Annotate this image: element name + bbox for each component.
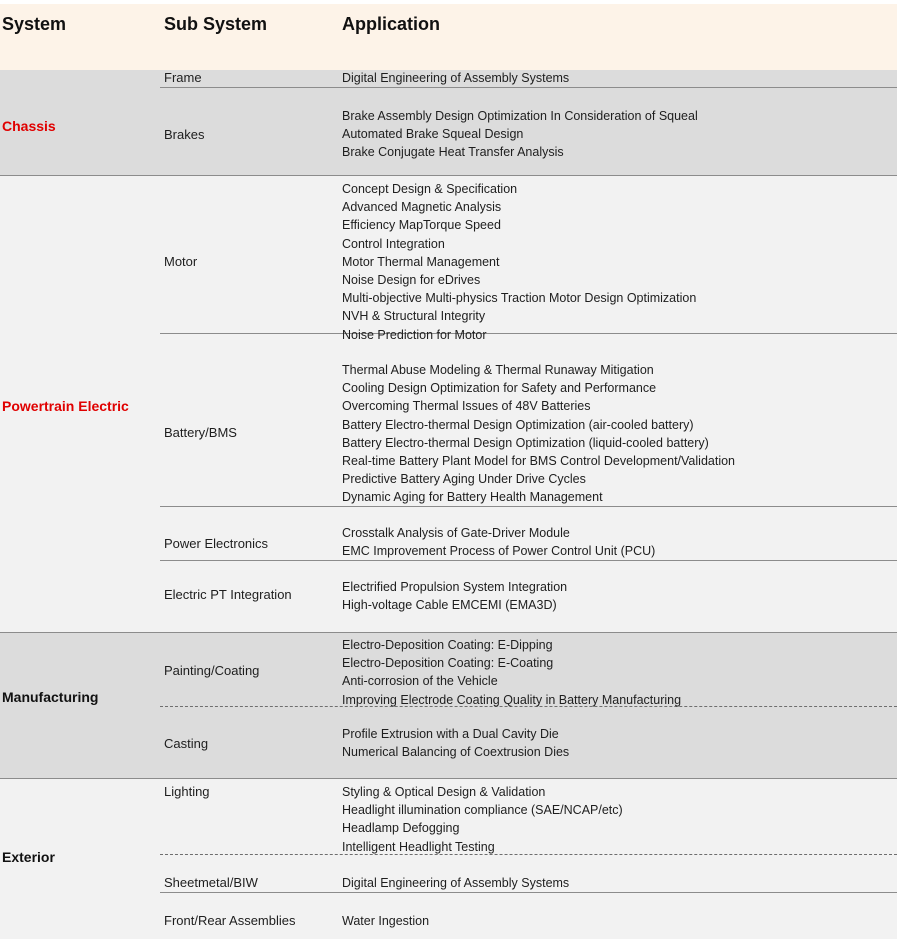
table-header — [0, 4, 897, 70]
apps-electric-pt-integration — [342, 578, 567, 614]
apps-frame — [342, 69, 569, 87]
application-item: Profile Extrusion with a Dual Cavity Die — [342, 727, 559, 741]
system-exterior: Exterior — [2, 849, 55, 865]
header-system: System — [2, 14, 67, 34]
system-divider — [0, 632, 897, 633]
system-chassis: Chassis — [2, 118, 56, 134]
application-item: Predictive Battery Aging Under Drive Cycles — [342, 472, 586, 487]
subsystem-painting-coating: Painting/Coating — [164, 663, 260, 678]
apps-painting-coating — [342, 636, 681, 709]
application-item: Brake Conjugate Heat Transfer Analysis — [342, 145, 564, 160]
application-item: Improving Electrode Coating Quality in Battery Manufacturing — [342, 692, 682, 707]
application-item: Overcoming Thermal Issues of 48V Batteries — [342, 399, 591, 414]
application-item: Thermal Abuse Modeling & Thermal Runaway Mitigation — [342, 363, 654, 377]
application-item: Digital Engineering of Assembly Systems — [342, 71, 570, 85]
application-item: Intelligent Headlight Testing — [342, 839, 495, 854]
subsystem-brakes: Brakes — [164, 127, 205, 142]
subsystem-power-electronics: Power Electronics — [164, 536, 269, 551]
system-divider — [0, 778, 897, 779]
application-item: Battery Electro-thermal Design Optimization (liquid-cooled battery) — [342, 435, 709, 450]
application-item: Digital Engineering of Assembly Systems — [342, 876, 570, 890]
system-manufacturing: Manufacturing — [2, 689, 99, 705]
header-application: Application — [342, 14, 440, 34]
subsystem-casting: Casting — [164, 736, 209, 751]
application-item: Electrified Propulsion System Integration — [342, 580, 568, 594]
subsystem-battery-bms: Battery/BMS — [164, 425, 237, 440]
application-item: Crosstalk Analysis of Gate-Driver Module — [342, 526, 570, 540]
application-item: Anti-corrosion of the Vehicle — [342, 674, 498, 689]
subsystem-sheetmetal-biw: Sheetmetal/BIW — [164, 875, 258, 890]
application-item: Multi-objective Multi-physics Traction Motor Design Optimization — [342, 291, 697, 306]
application-item: Styling & Optical Design & Validation — [342, 785, 546, 799]
apps-lighting — [342, 783, 623, 856]
system-divider — [0, 175, 897, 176]
application-item: Concept Design & Specification — [342, 182, 518, 196]
application-item: Real-time Battery Plant Model for BMS Control Development/Validation — [342, 453, 735, 468]
application-item: Cooling Design Optimization for Safety and Performance — [342, 381, 657, 396]
apps-casting — [342, 725, 569, 761]
application-item: Headlight illumination compliance (SAE/NCAP/etc) — [342, 803, 623, 818]
subsystem-frame: Frame — [164, 70, 202, 85]
apps-front-rear-assemblies — [342, 912, 429, 930]
application-item: Brake Assembly Design Optimization In Consideration of Squeal — [342, 109, 698, 123]
application-item: Electro-Deposition Coating: E-Coating — [342, 656, 554, 671]
system-powertrain-electric: Powertrain Electric — [2, 398, 129, 414]
application-item: Numerical Balancing of Coextrusion Dies — [342, 745, 570, 760]
application-item: High-voltage Cable EMCEMI (EMA3D) — [342, 598, 557, 613]
subsystem-front-rear-assemblies: Front/Rear Assemblies — [164, 913, 296, 928]
apps-battery-bms — [342, 361, 735, 507]
application-item: Noise Design for eDrives — [342, 272, 481, 287]
apps-sheetmetal-biw — [342, 874, 569, 892]
application-item: Noise Prediction for Motor — [342, 327, 487, 342]
application-item: Dynamic Aging for Battery Health Management — [342, 490, 603, 505]
apps-brakes — [342, 107, 698, 162]
application-item: Electro-Deposition Coating: E-Dipping — [342, 638, 553, 652]
application-item: Battery Electro-thermal Design Optimization (air-cooled battery) — [342, 417, 694, 432]
application-item: Motor Thermal Management — [342, 254, 500, 269]
application-item: Advanced Magnetic Analysis — [342, 200, 502, 215]
application-item: Efficiency MapTorque Speed — [342, 218, 501, 233]
application-item: Headlamp Defogging — [342, 821, 460, 836]
subsystem-lighting: Lighting — [164, 784, 210, 799]
application-item: NVH & Structural Integrity — [342, 309, 486, 324]
subsystem-electric-pt-integration: Electric PT Integration — [164, 587, 292, 602]
application-item: Control Integration — [342, 236, 445, 251]
application-item: EMC Improvement Process of Power Control Unit (PCU) — [342, 544, 656, 559]
apps-motor — [342, 180, 696, 344]
subsystem-motor: Motor — [164, 254, 198, 269]
apps-power-electronics — [342, 524, 655, 560]
header-sub-system: Sub System — [164, 14, 268, 34]
application-item: Water Ingestion — [342, 914, 430, 928]
application-item: Automated Brake Squeal Design — [342, 127, 524, 142]
